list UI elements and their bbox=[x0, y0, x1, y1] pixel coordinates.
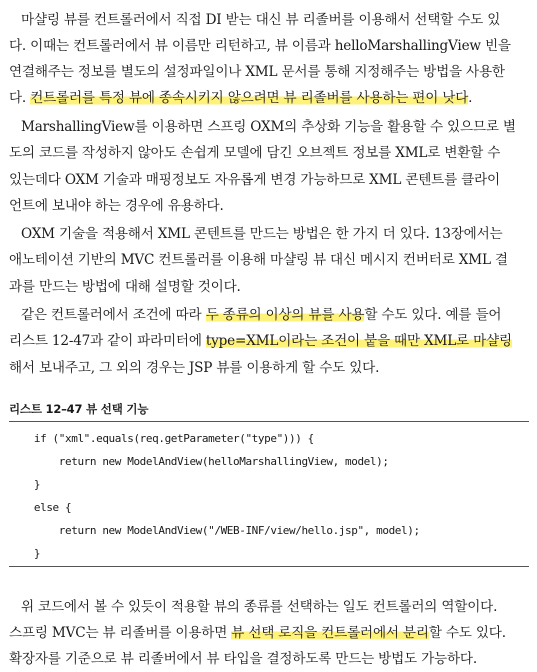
paragraph-5-line-3: 확장자를 기준으로 뷰 리졸버에서 뷰 타입을 결정하도록 만드는 방법도 가능하다. bbox=[9, 651, 477, 667]
paragraph-1-line-4 bbox=[9, 88, 472, 108]
highlighted-text: 컨트롤러를 특정 뷰에 종속시키지 않으려면 뷰 리졸버를 사용하는 편이 낫다 bbox=[30, 90, 469, 106]
paragraph-1-line-1: 마샬링 뷰를 컨트롤러에서 직접 DI 받는 대신 뷰 리졸버를 이용해서 선택할 수도 있 bbox=[21, 12, 501, 28]
paragraph-1-line-2: 다. 이때는 컨트롤러에서 뷰 이름만 리턴하고, 뷰 이름과 helloMarshallingView 빈을 bbox=[9, 38, 511, 54]
paragraph-5-line-1: 위 코드에서 볼 수 있듯이 적용할 뷰의 종류를 선택하는 일도 컨트롤러의 역할이다. bbox=[21, 599, 498, 615]
paragraph-2-line-2: 도의 코드를 작성하지 않아도 손쉽게 모델에 담긴 오브젝트 정보를 XML로 변환할 수 bbox=[9, 145, 501, 161]
paragraph-3-line-1: OXM 기술을 적용해서 XML 콘텐트를 만드는 방법은 한 가지 더 있다. 13장에서는 bbox=[21, 226, 503, 242]
highlighted-text: type=XML이라는 조건이 붙을 때만 XML로 마샬링 bbox=[205, 333, 512, 349]
paragraph-4-line-1 bbox=[21, 305, 501, 325]
text-run: 할 수도 있다. bbox=[428, 625, 506, 641]
code-line-4: else { bbox=[9, 501, 72, 514]
paragraph-3-line-3: 과를 만드는 방법에 대해 설명할 것이다. bbox=[9, 279, 241, 295]
paragraph-2-line-4: 언트에 보내야 하는 경우에 유용하다. bbox=[9, 198, 224, 214]
text-run: 다. bbox=[9, 90, 31, 106]
listing-bottom-rule bbox=[9, 566, 529, 567]
paragraph-2-line-3: 있는데다 OXM 기술과 매핑정보도 자유롭게 변경 가능하므로 XML 콘텐트를 클라이 bbox=[9, 172, 500, 188]
text-run: 스프링 MVC는 뷰 리졸버를 이용하면 bbox=[9, 625, 232, 641]
highlighted-text: 두 종류의 이상의 뷰를 사용 bbox=[205, 307, 365, 323]
code-line-3: } bbox=[9, 478, 41, 491]
listing-top-rule bbox=[9, 421, 529, 422]
paragraph-5-line-2 bbox=[9, 623, 506, 643]
paragraph-3-line-2: 애노테이션 기반의 MVC 컨트롤러를 이용해 마샬링 뷰 대신 메시지 컨버터로 XML 결 bbox=[9, 252, 508, 268]
text-run: 리스트 12-47과 같이 파라미터에 bbox=[9, 333, 206, 349]
paragraph-1-line-3: 연결해주는 정보를 별도의 설정파일이나 XML 문서를 통해 지정해주는 방법을 사용한 bbox=[9, 64, 505, 80]
listing-caption: 리스트 12–47 뷰 선택 기능 bbox=[9, 402, 149, 416]
paragraph-4-line-2 bbox=[9, 331, 512, 351]
code-line-6: } bbox=[9, 547, 41, 560]
highlighted-text: 뷰 선택 로직을 컨트롤러에서 분리 bbox=[231, 625, 429, 641]
text-run: . bbox=[468, 90, 473, 106]
code-line-1: if ("xml".equals(req.getParameter("type"))) { bbox=[9, 432, 314, 445]
paragraph-4-line-3: 해서 보내주고, 그 외의 경우는 JSP 뷰를 이용하게 할 수도 있다. bbox=[9, 360, 380, 376]
text-run: 할 수도 있다. 예를 들어 bbox=[364, 307, 502, 323]
code-line-2: return new ModelAndView(helloMarshallingView, model); bbox=[9, 455, 389, 468]
code-line-5: return new ModelAndView("/WEB-INF/view/hello.jsp", model); bbox=[9, 524, 420, 537]
paragraph-2-line-1: MarshallingView를 이용하면 스프링 OXM의 추상화 기능을 활용할 수 있으므로 별 bbox=[21, 119, 516, 135]
text-run: 같은 컨트롤러에서 조건에 따라 bbox=[21, 307, 206, 323]
